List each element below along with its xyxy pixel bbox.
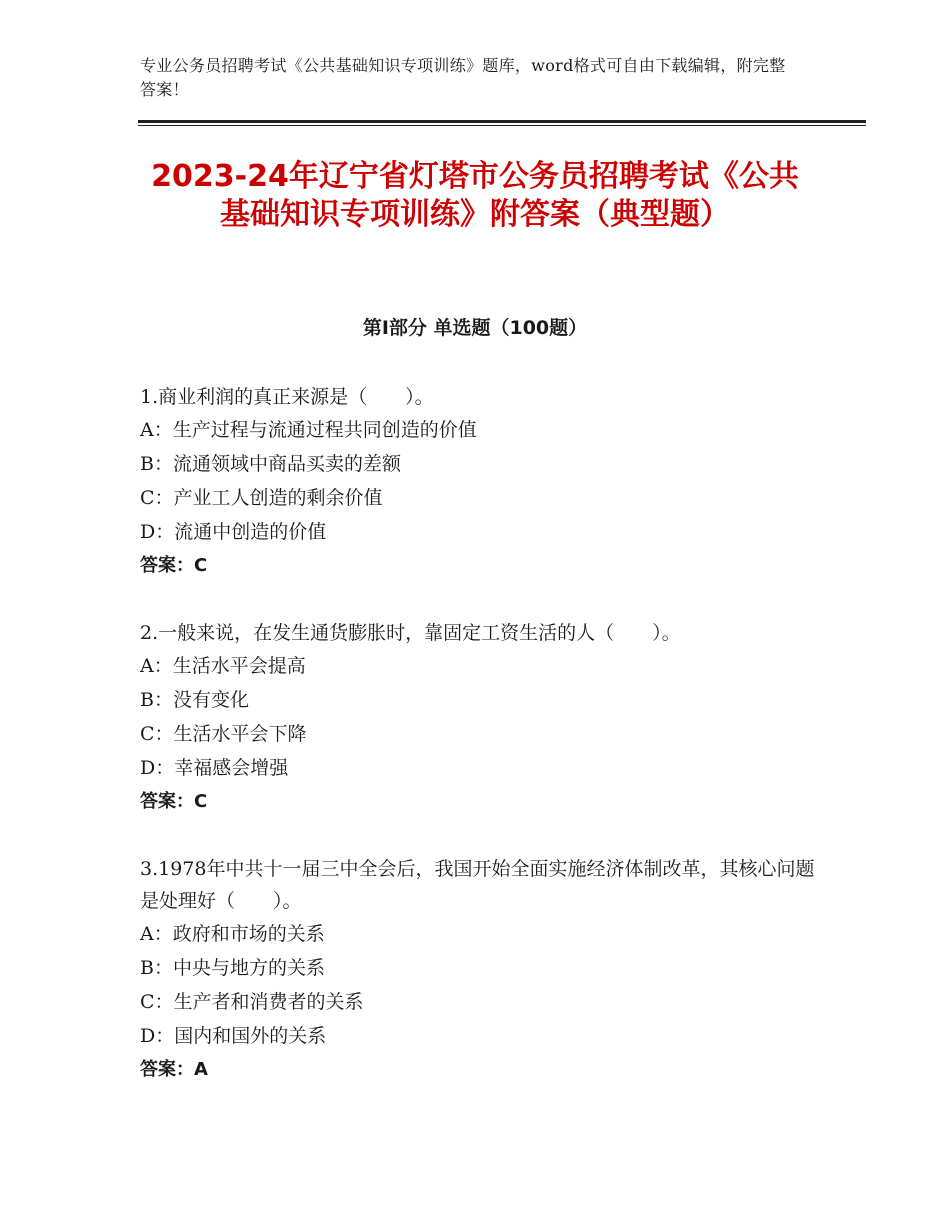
option-d: D：流通中创造的价值	[140, 521, 327, 543]
option-a: A：政府和市场的关系	[140, 923, 325, 945]
question-stem: 3.1978年中共十一届三中全会后，我国开始全面实施经济体制改革，其核心问题是处理好（ ）。	[140, 858, 815, 912]
header-divider-thin	[138, 125, 866, 126]
option-d: D：幸福感会增强	[140, 757, 289, 779]
option-a: A：生活水平会提高	[140, 655, 306, 677]
header-note: 专业公务员招聘考试《公共基础知识专项训练》题库，word格式可自由下载编辑，附完整答案！	[140, 56, 786, 99]
option-b: B：中央与地方的关系	[140, 957, 325, 979]
section-heading: 第Ⅰ部分 单选题（100题）	[362, 317, 588, 339]
option-d: D：国内和国外的关系	[140, 1025, 327, 1047]
header-divider-thick	[138, 120, 866, 123]
option-c: C：生活水平会下降	[140, 723, 307, 745]
question-2	[140, 617, 820, 819]
answer-line: 答案：A	[140, 1059, 208, 1080]
option-c: C：产业工人创造的剩余价值	[140, 487, 383, 509]
question-stem: 1.商业利润的真正来源是（ ）。	[140, 386, 434, 408]
answer-line: 答案：C	[140, 555, 208, 576]
question-list	[140, 381, 820, 1121]
option-b: B：没有变化	[140, 689, 249, 711]
question-3	[140, 853, 820, 1087]
option-a: A：生产过程与流通过程共同创造的价值	[140, 419, 477, 441]
option-b: B：流通领域中商品买卖的差额	[140, 453, 401, 475]
answer-line: 答案：C	[140, 791, 208, 812]
document-title: 2023-24年辽宁省灯塔市公务员招聘考试《公共基础知识专项训练》附答案（典型题）	[151, 159, 799, 232]
option-c: C：生产者和消费者的关系	[140, 991, 364, 1013]
question-stem: 2.一般来说，在发生通货膨胀时，靠固定工资生活的人（ ）。	[140, 622, 681, 644]
question-1	[140, 381, 820, 583]
